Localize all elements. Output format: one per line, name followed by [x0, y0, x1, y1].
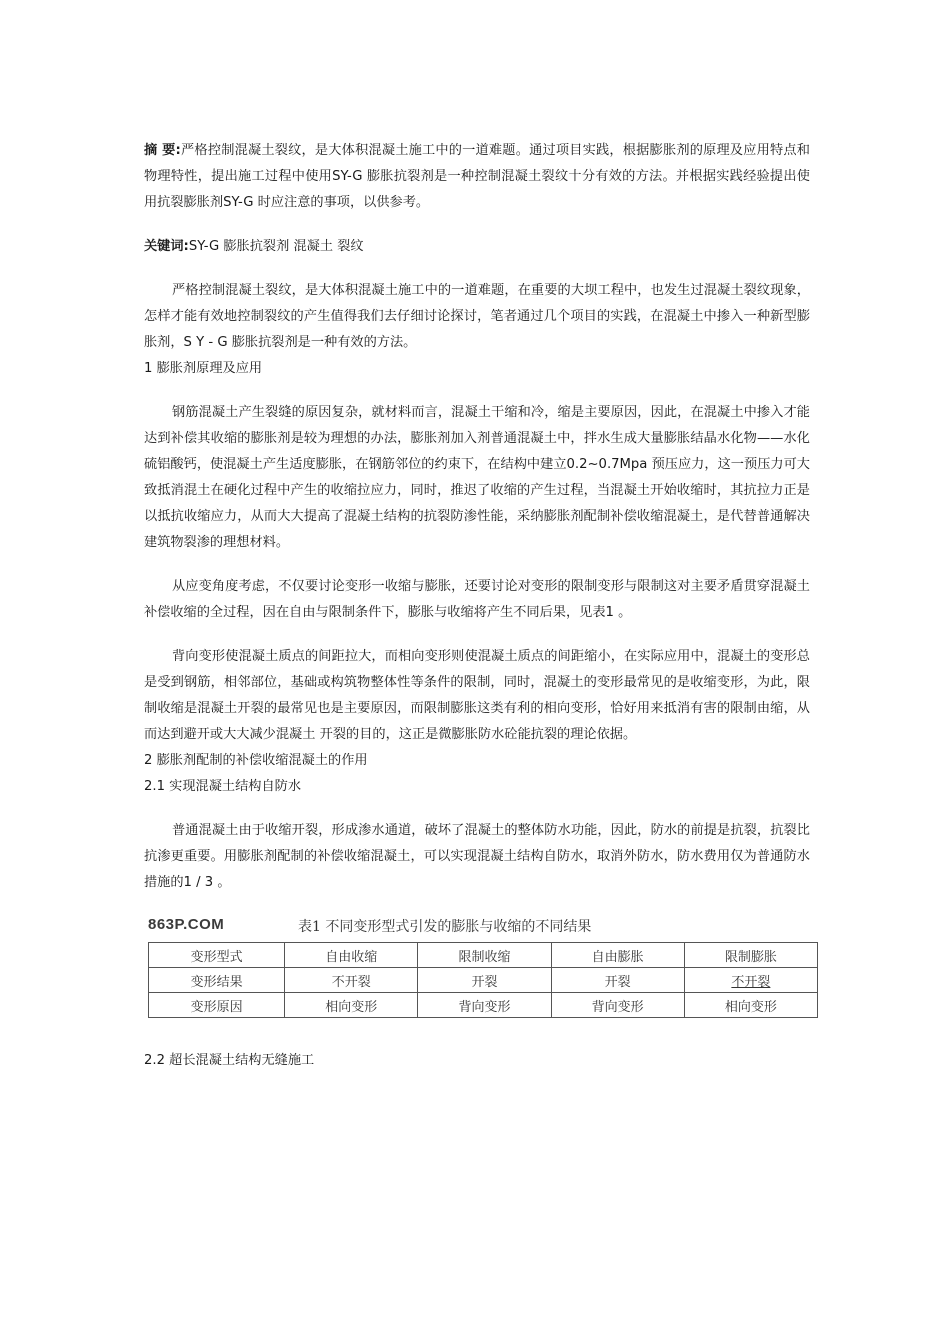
keywords-label: 关键词: — [144, 239, 189, 254]
table-cell: 自由膨胀 — [551, 943, 684, 968]
results-table — [148, 942, 818, 1018]
document-body — [144, 138, 810, 1074]
abstract-text: 严格控制混凝土裂纹，是大体积混凝土施工中的一道难题。通过项目实践，根据膨胀剂的原理及应用特点和物理特性，提出施工过程中使用SY-G 膨胀抗裂剂是一种控制混凝土裂纹十分有效的方法。并根据实践经验提出使用抗裂膨胀剂SY-G 时应注意的事项，以供参考。 — [144, 143, 810, 210]
table-cell: 开裂 — [418, 968, 551, 993]
table-cell: 不开裂 — [285, 968, 418, 993]
section-1-paragraph-3: 背向变形使混凝土质点的间距拉大，而相向变形则使混凝土质点的间距缩小，在实际应用中，混凝土的变形总是受到钢筋，相邻部位，基础或构筑物整体性等条件的限制，同时，混凝土的变形最常见的是收缩变形，为此，限制收缩是混凝土开裂的最常见也是主要原因，而限制膨胀这类有利的相向变形，恰好用来抵消有害的限制由缩，从而达到避开或大大减少混凝土 开裂的目的，这正是微膨胀防水砼能抗裂的理论依据。 — [144, 649, 810, 742]
table-cell: 自由收缩 — [285, 943, 418, 968]
table-cell: 背向变形 — [551, 993, 684, 1018]
section-1-heading: 1 膨胀剂原理及应用 — [144, 361, 263, 376]
figure-header — [148, 914, 824, 940]
table-cell: 背向变形 — [418, 993, 551, 1018]
table-cell: 相向变形 — [684, 993, 817, 1018]
section-2-1-paragraph: 普通混凝土由于收缩开裂，形成渗水通道，破坏了混凝土的整体防水功能，因此，防水的前提是抗裂，抗裂比抗渗更重要。用膨胀剂配制的补偿收缩混凝土，可以实现混凝土结构自防水，取消外防水，防水费用仅为普通防水措施的1 / 3 。 — [144, 823, 810, 890]
table-row — [149, 943, 818, 968]
table-figure — [148, 914, 824, 1018]
table-cell: 不开裂 — [684, 968, 817, 993]
table-cell: 变形结果 — [149, 968, 285, 993]
section-2-2-heading: 2.2 超长混凝土结构无缝施工 — [144, 1053, 315, 1068]
table-cell: 变形原因 — [149, 993, 285, 1018]
table-cell: 限制收缩 — [418, 943, 551, 968]
section-2-heading: 2 膨胀剂配制的补偿收缩混凝土的作用 — [144, 753, 368, 768]
abstract — [144, 138, 810, 216]
watermark-logo: 863P.COM — [148, 916, 225, 933]
table-caption: 表1 不同变形型式引发的膨胀与收缩的不同结果 — [298, 919, 592, 935]
abstract-label: 摘 要: — [144, 143, 181, 158]
table-cell: 变形型式 — [149, 943, 285, 968]
keywords-text: SY-G 膨胀抗裂剂 混凝土 裂纹 — [188, 239, 364, 254]
table-cell: 限制膨胀 — [684, 943, 817, 968]
section-2-1-heading: 2.1 实现混凝土结构自防水 — [144, 779, 302, 794]
section-1-paragraph-2: 从应变角度考虑，不仅要讨论变形一收缩与膨胀，还要讨论对变形的限制变形与限制这对主要矛盾贯穿混凝土补偿收缩的全过程，因在自由与限制条件下，膨胀与收缩将产生不同后果，见表1 。 — [144, 579, 810, 620]
table-row — [149, 993, 818, 1018]
table-row — [149, 968, 818, 993]
table-cell: 相向变形 — [285, 993, 418, 1018]
intro-paragraph: 严格控制混凝土裂纹，是大体积混凝土施工中的一道难题，在重要的大坝工程中，也发生过混凝土裂纹现象，怎样才能有效地控制裂纹的产生值得我们去仔细讨论探讨，笔者通过几个项目的实践，在混凝土中掺入一种新型膨胀剂，S Y - G 膨胀抗裂剂是一种有效的方法。 — [144, 283, 810, 350]
table-cell: 开裂 — [551, 968, 684, 993]
section-1-paragraph-1: 钢筋混凝土产生裂缝的原因复杂，就材料而言，混凝土干缩和冷，缩是主要原因，因此，在混凝土中掺入才能达到补偿其收缩的膨胀剂是较为理想的办法，膨胀剂加入剂普通混凝土中，拌水生成大量膨胀结晶水化物——水化硫铝酸钙，使混凝土产生适度膨胀，在钢筋邻位的约束下，在结构中建立0.2~0.7Mpa 预压应力，这一预压力可大致抵消混土在硬化过程中产生的收缩拉应力，同时，推迟了收缩的产生过程，当混凝土开始收缩时，其抗拉力正是以抵抗收缩应力，从而大大提高了混凝土结构的抗裂防渗性能，采纳膨胀剂配制补偿收缩混凝土，是代替普通解决建筑物裂渗的理想材料。 — [144, 405, 810, 550]
keywords — [144, 234, 810, 260]
